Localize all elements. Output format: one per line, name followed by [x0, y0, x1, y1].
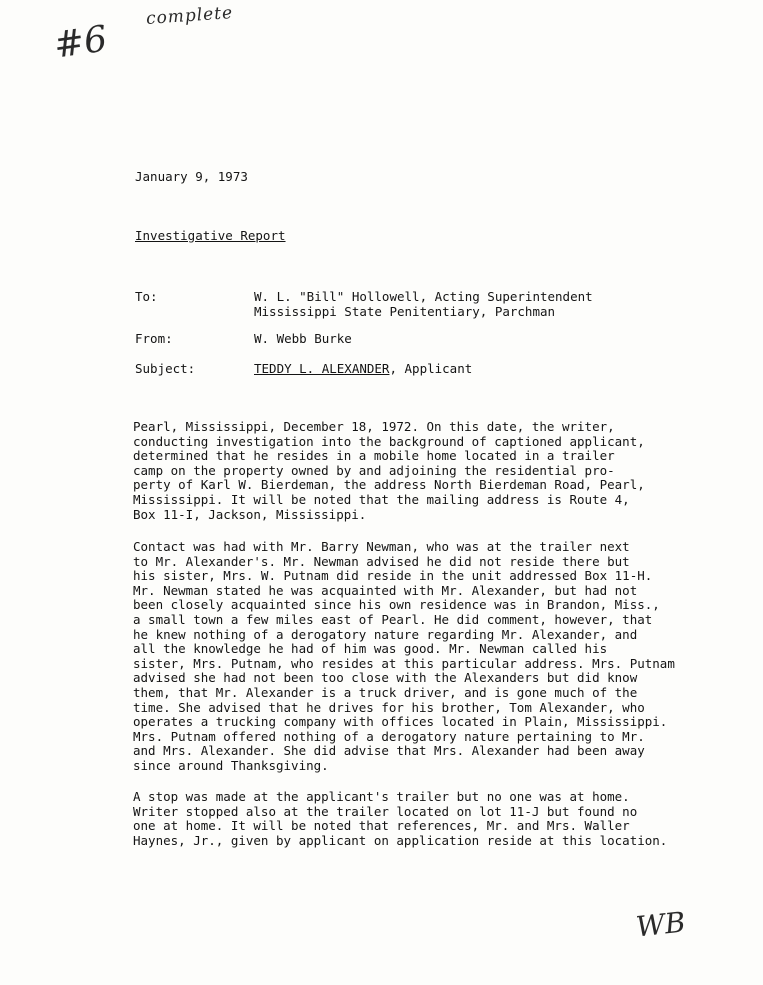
subject-name: TEDDY L. ALEXANDER [254, 361, 390, 376]
handwritten-initials: WB [634, 905, 687, 944]
letter-date: January 9, 1973 [135, 169, 248, 184]
handwritten-complete-note: complete [145, 2, 234, 30]
handwritten-number-mark: #6 [51, 18, 110, 67]
from-sender: W. Webb Burke [254, 331, 352, 346]
report-title: Investigative Report [135, 228, 286, 243]
to-recipient [254, 289, 593, 319]
body-paragraph-2: Contact was had with Mr. Barry Newman, who was at the trailer next to Mr. Alexander's. Mr. Newman advised he did not reside there but his sister, Mrs. W. Putnam did reside in the unit addressed Box 11-H. Mr. Newman stated he was acquainted with Mr. Alexander, but had not been closely acquainted since his own residence was in Brandon, Miss., a small town a few miles east of Pearl. He did comment, however, that he knew nothing of a derogatory nature regarding Mr. Alexander, and all the knowledge he had of him was good. Mr. Newman called his sister, Mrs. Putnam, who resides at this particular address. Mrs. Putnam advised she had not been too close with the Alexanders but did know them, that Mr. Alexander is a truck driver, and is gone much of the time. She advised that he drives for his brother, Tom Alexander, who operates a trucking company with offices located in Plain, Mississippi. Mrs. Putnam offered nothing of a derogatory nature pertaining to Mr. and Mrs. Alexander. She did advise that Mrs. Alexander had been away since around Thanksgiving. [133, 539, 675, 773]
to-recipient-line1: W. L. "Bill" Hollowell, Acting Superintendent [254, 289, 593, 304]
subject-value [254, 361, 472, 376]
subject-label: Subject: [135, 361, 196, 376]
body-paragraph-3: A stop was made at the applicant's trailer but no one was at home. Writer stopped also at the trailer located on lot 11-J but found no one at home. It will be noted that references, Mr. and Mrs. Waller Haynes, Jr., given by applicant on application reside at this location. [133, 789, 668, 848]
from-label: From: [135, 331, 173, 346]
to-recipient-line2: Mississippi State Penitentiary, Parchman [254, 304, 556, 319]
body-paragraph-1: Pearl, Mississippi, December 18, 1972. On this date, the writer, conducting investigation into the background of captioned applicant, determined that he resides in a mobile home located in a trailer camp on the property owned by and adjoining the residential pro- perty of Karl W. Bierdeman, the address North Bierdeman Road, Pearl, Mississippi. It will be noted that the mailing address is Route 4, Box 11-I, Jackson, Mississippi. [133, 419, 645, 522]
to-label: To: [135, 289, 158, 304]
subject-suffix: , Applicant [389, 361, 473, 376]
